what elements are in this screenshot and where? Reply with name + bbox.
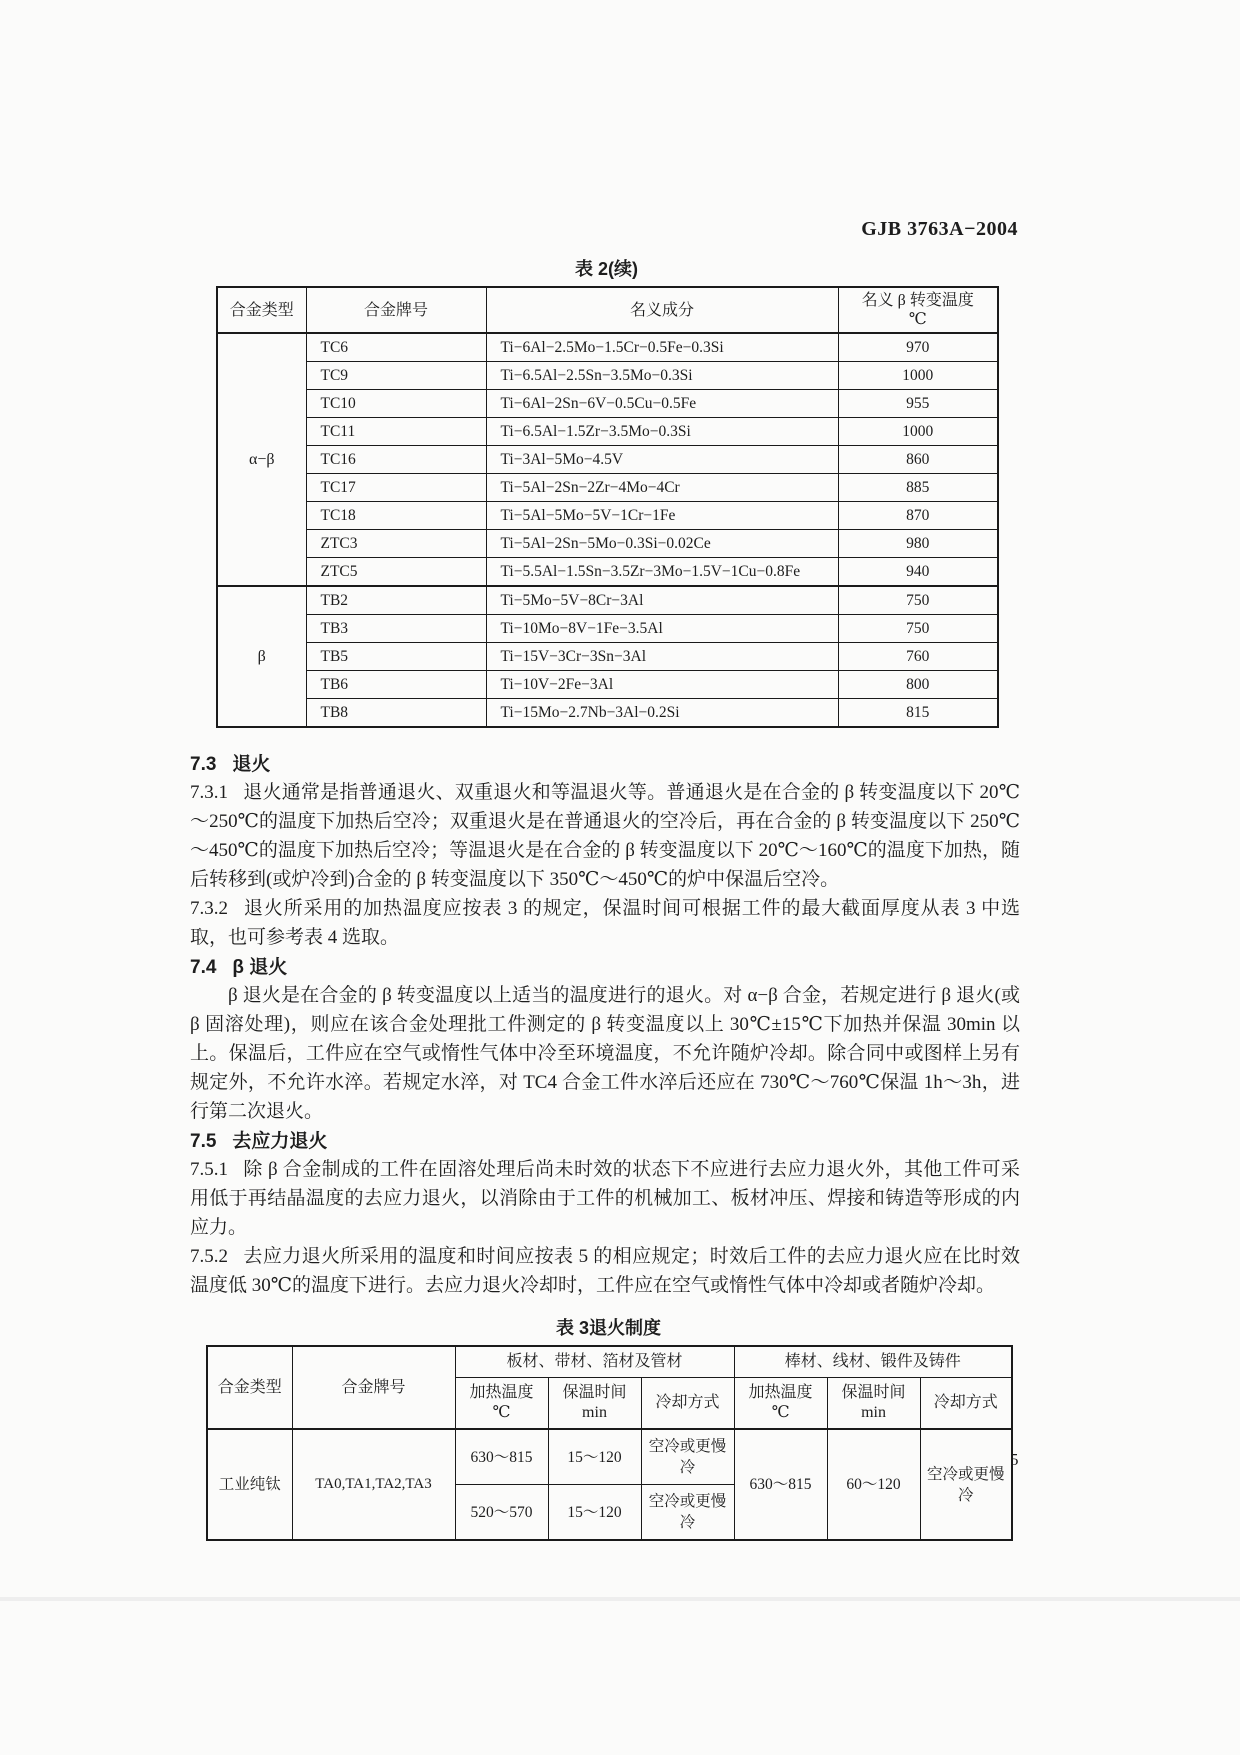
- grade-cell: ZTC3: [306, 530, 486, 558]
- table3-title-text: 退火制度: [589, 1318, 661, 1338]
- beta-temp-cell: 860: [838, 446, 998, 474]
- section-7-3-heading: [190, 752, 1020, 778]
- grade-cell: TB8: [306, 699, 486, 728]
- paragraph-number: 7.3.1: [190, 782, 228, 803]
- beta-temp-cell: 815: [838, 699, 998, 728]
- sheet-cool-cell: 空冷或更慢冷: [641, 1429, 734, 1485]
- section-number: 7.4: [190, 957, 217, 978]
- grade-cell: TC16: [306, 446, 486, 474]
- grade-cell: TC9: [306, 362, 486, 390]
- header-line: 保温时间: [562, 1384, 627, 1401]
- table3-sheet-time-header: [548, 1378, 641, 1430]
- paragraph-number: 7.5.2: [190, 1246, 228, 1267]
- standard-number-header: GJB 3763A−2004: [861, 218, 1018, 240]
- composition-cell: Ti−5Mo−5V−8Cr−3Al: [486, 586, 838, 615]
- grade-cell: TC11: [306, 418, 486, 446]
- beta-temp-cell: 1000: [838, 418, 998, 446]
- table3-group-header-row: [207, 1346, 1012, 1378]
- paragraph-number: 7.3.2: [190, 898, 228, 919]
- grade-cell: TC17: [306, 474, 486, 502]
- table2-title: 表 2(续): [575, 259, 638, 279]
- table2-row: [217, 530, 998, 558]
- beta-temp-cell: 980: [838, 530, 998, 558]
- header-line: 加热温度: [748, 1384, 813, 1401]
- bar-cool-cell: 空冷或更慢冷: [920, 1429, 1012, 1540]
- section-number: 7.5: [190, 1131, 217, 1152]
- grade-cell: TB2: [306, 586, 486, 615]
- composition-cell: Ti−5Al−2Sn−5Mo−0.3Si−0.02Ce: [486, 530, 838, 558]
- table2-row: [217, 671, 998, 699]
- table2-row: [217, 586, 998, 615]
- composition-cell: Ti−3Al−5Mo−4.5V: [486, 446, 838, 474]
- paragraph-text: 除 β 合金制成的工件在固溶处理后尚未时效的状态下不应进行去应力退火外，其他工件可采用低于再结晶温度的去应力退火，以消除由于工件的机械加工、板材冲压、焊接和铸造等形成的内应力。: [190, 1159, 1020, 1238]
- bar-time-cell: 60～120: [827, 1429, 920, 1540]
- table2-row: [217, 615, 998, 643]
- paragraph-number: 7.5.1: [190, 1159, 228, 1180]
- table3-annealing-schedule: [206, 1345, 1013, 1541]
- bar-temp-cell: 630～815: [734, 1429, 827, 1540]
- sheet-temp-cell: 520～570: [455, 1485, 548, 1541]
- sheet-time-cell: 15～120: [548, 1485, 641, 1541]
- grade-cell: ZTC5: [306, 558, 486, 587]
- composition-cell: Ti−10V−2Fe−3Al: [486, 671, 838, 699]
- header-unit: ℃: [771, 1404, 790, 1421]
- section-title: 退火: [232, 754, 271, 775]
- beta-temp-cell: 1000: [838, 362, 998, 390]
- beta-temp-cell: 870: [838, 502, 998, 530]
- paragraph-7-4: [190, 981, 1020, 1126]
- grade-cell: TB6: [306, 671, 486, 699]
- paragraph-text: 去应力退火所采用的温度和时间应按表 5 的相应规定；时效后工件的去应力退火应在比时效温度低 30℃的温度下进行。去应力退火冷却时，工件应在空气或惰性气体中冷却或者随炉冷却。: [190, 1246, 1020, 1296]
- table2-row: [217, 418, 998, 446]
- table3-bar-temp-header: [734, 1378, 827, 1430]
- composition-cell: Ti−15Mo−2.7Nb−3Al−0.2Si: [486, 699, 838, 728]
- sheet-time-cell: 15～120: [548, 1429, 641, 1485]
- beta-temp-cell: 760: [838, 643, 998, 671]
- table2-row: [217, 390, 998, 418]
- table3-group-sheet: 板材、带材、箔材及管材: [455, 1346, 734, 1378]
- paragraph-7-5-2: [190, 1242, 1020, 1300]
- composition-cell: Ti−5.5Al−1.5Sn−3.5Zr−3Mo−1.5V−1Cu−0.8Fe: [486, 558, 838, 587]
- table2-alloy-list: [216, 286, 999, 728]
- table3-bar-time-header: [827, 1378, 920, 1430]
- table3-data-row: [207, 1429, 1012, 1485]
- paragraph-7-3-2: [190, 894, 1020, 952]
- table3-title-label: 表 3: [555, 1318, 589, 1338]
- section-7-5-heading: [190, 1129, 1020, 1155]
- header-line: 保温时间: [841, 1384, 906, 1401]
- beta-temp-cell: 800: [838, 671, 998, 699]
- table3-group-bar: 棒材、线材、锻件及铸件: [734, 1346, 1012, 1378]
- grade-cell: TC6: [306, 333, 486, 362]
- composition-cell: Ti−6Al−2.5Mo−1.5Cr−0.5Fe−0.3Si: [486, 333, 838, 362]
- beta-temp-cell: 955: [838, 390, 998, 418]
- composition-cell: Ti−10Mo−8V−1Fe−3.5Al: [486, 615, 838, 643]
- table2-body: [217, 333, 998, 727]
- table2-col-beta-temp: [838, 287, 998, 333]
- composition-cell: Ti−6Al−2Sn−6V−0.5Cu−0.5Fe: [486, 390, 838, 418]
- scan-artifact-line: [0, 1597, 1240, 1601]
- composition-cell: Ti−6.5Al−1.5Zr−3.5Mo−0.3Si: [486, 418, 838, 446]
- beta-temp-cell: 750: [838, 615, 998, 643]
- paragraph-7-5-1: [190, 1155, 1020, 1242]
- alloy-type-cell: α−β: [217, 333, 306, 586]
- table2-col-grade: 合金牌号: [306, 287, 486, 333]
- sheet-temp-cell: 630～815: [455, 1429, 548, 1485]
- table2-row: [217, 362, 998, 390]
- page-number: 5: [1010, 1450, 1019, 1469]
- table3-col-alloy-type: 合金类型: [207, 1346, 292, 1429]
- grade-cell: TC10: [306, 390, 486, 418]
- composition-cell: Ti−5Al−2Sn−2Zr−4Mo−4Cr: [486, 474, 838, 502]
- table2-row: [217, 643, 998, 671]
- section-number: 7.3: [190, 754, 217, 775]
- alloy-type-cell: β: [217, 586, 306, 727]
- table2-row: [217, 333, 998, 362]
- table2-col-alloy-type: 合金类型: [217, 287, 306, 333]
- alloy-type-cell: 工业纯钛: [207, 1429, 292, 1540]
- grade-cell: TC18: [306, 502, 486, 530]
- header-unit: min: [582, 1404, 607, 1421]
- table3-col-grade: 合金牌号: [292, 1346, 455, 1429]
- beta-temp-cell: 970: [838, 333, 998, 362]
- table2-row: [217, 474, 998, 502]
- table2-row: [217, 502, 998, 530]
- grade-cell: TB5: [306, 643, 486, 671]
- grade-cell: TA0,TA1,TA2,TA3: [292, 1429, 455, 1540]
- paragraph-text: β 退火是在合金的 β 转变温度以上适当的温度进行的退火。对 α−β 合金，若规定进行 β 退火(或 β 固溶处理)，则应在该合金处理批工件测定的 β 转变温度以上 30℃±15℃下加热并保温 30min 以上。保温后，工件应在空气或惰性气体中冷至环境温度，不允许随炉冷却。除合同中或图样上另有规定外，不允许水淬。若规定水淬，对 TC4 合金工件水淬后还应在 730℃～760℃保温 1h～3h，进行第二次退火。: [190, 985, 1020, 1122]
- table2-header-row: [217, 287, 998, 333]
- table2-col-beta-temp-unit: ℃: [908, 311, 927, 328]
- header-line: 加热温度: [469, 1384, 534, 1401]
- paragraph-text: 退火通常是指普通退火、双重退火和等温退火等。普通退火是在合金的 β 转变温度以下 20℃～250℃的温度下加热后空冷；双重退火是在普通退火的空冷后，再在合金的 β 转变温度以下 250℃～450℃的温度下加热后空冷；等温退火是在合金的 β 转变温度以下 20℃～160℃的温度下加热，随后转移到(或炉冷到)合金的 β 转变温度以下 350℃～450℃的炉中保温后空冷。: [190, 782, 1020, 890]
- paragraph-7-3-1: [190, 778, 1020, 894]
- table3-title: [206, 1314, 1011, 1340]
- header-unit: ℃: [492, 1404, 511, 1421]
- beta-temp-cell: 750: [838, 586, 998, 615]
- beta-temp-cell: 940: [838, 558, 998, 587]
- paragraph-text: 退火所采用的加热温度应按表 3 的规定，保温时间可根据工件的最大截面厚度从表 3 中选取，也可参考表 4 选取。: [190, 898, 1020, 948]
- table3-bar-cool-header: 冷却方式: [920, 1378, 1012, 1430]
- section-7-4-heading: [190, 955, 1020, 981]
- sheet-cool-cell: 空冷或更慢冷: [641, 1485, 734, 1541]
- composition-cell: Ti−6.5Al−2.5Sn−3.5Mo−0.3Si: [486, 362, 838, 390]
- table2-row: [217, 558, 998, 587]
- composition-cell: Ti−15V−3Cr−3Sn−3Al: [486, 643, 838, 671]
- document-content: [190, 253, 1020, 1541]
- beta-temp-cell: 885: [838, 474, 998, 502]
- section-title: β 退火: [232, 957, 288, 978]
- table2-col-composition: 名义成分: [486, 287, 838, 333]
- section-title: 去应力退火: [232, 1131, 328, 1152]
- table2-row: [217, 446, 998, 474]
- table3-sheet-temp-header: [455, 1378, 548, 1430]
- table3-sheet-cool-header: 冷却方式: [641, 1378, 734, 1430]
- header-unit: min: [861, 1404, 886, 1421]
- table2-col-beta-temp-line1: 名义 β 转变温度: [861, 292, 974, 309]
- grade-cell: TB3: [306, 615, 486, 643]
- table2-row: [217, 699, 998, 728]
- composition-cell: Ti−5Al−5Mo−5V−1Cr−1Fe: [486, 502, 838, 530]
